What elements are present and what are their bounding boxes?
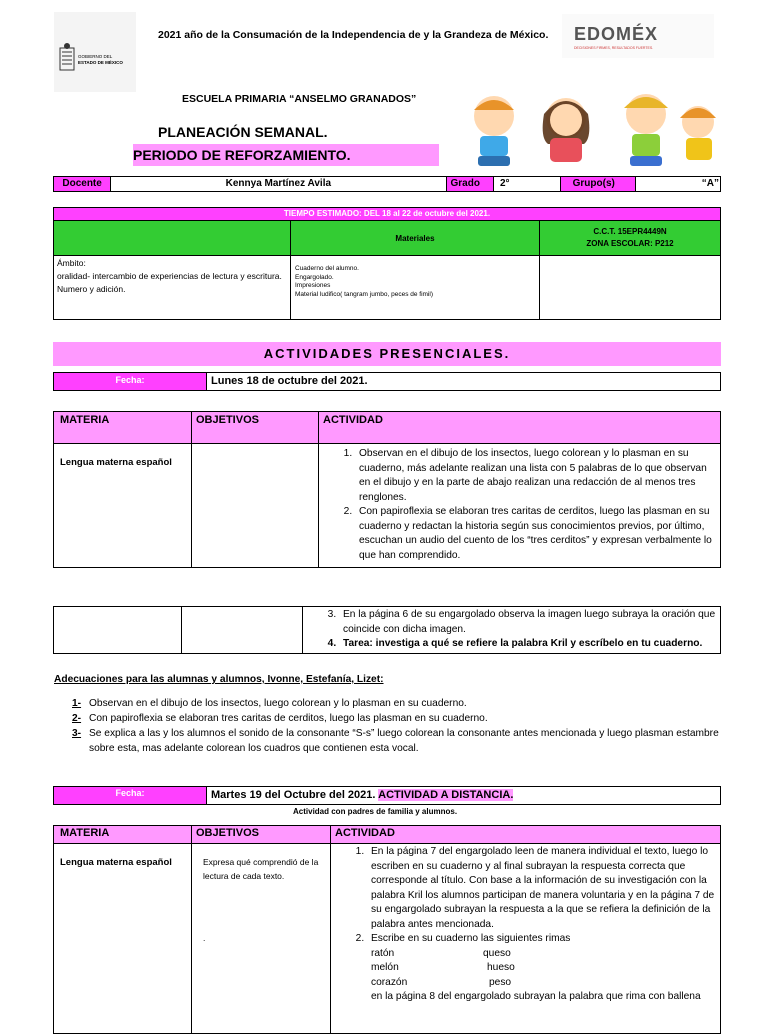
activity-item: 2. Con papiroflexia se elaboran tres caritas de cerditos, luego las plasman en su cuaderno y redactan la historia según sus conocimientos previos, por último, escuchan un audio del cuento de los “tres cerditos” y expresan verbalmente lo que han comprendido. [355,505,718,563]
adecuacion-num: 3- [72,728,82,739]
objetivos-cell-1 [192,444,319,568]
title-periodo-box [133,144,439,166]
materia-cell-2: Lengua materna español [54,844,192,1034]
col-materia: MATERIA [54,412,192,444]
activity-table-1 [53,411,721,568]
activity-table-2 [53,825,721,1034]
objetivos-cell-2 [192,844,331,1034]
fecha-label-2: Fecha: [54,787,207,805]
government-logo [54,12,136,92]
gov-text-2: ESTADO DE MÉXICO [78,60,123,65]
objetivo-dot: . [203,933,206,943]
materia-cell-1b [54,607,182,654]
header-top-line: 2021 año de la Consumación de la Independencia de y la Grandeza de México. [158,29,549,41]
col-actividad: ACTIVIDAD [319,412,721,444]
docente-label: Docente [54,177,111,192]
ambito-oralidad: oralidad- intercambio de experiencias de lectura y escritura. [57,271,282,281]
kids-illustration [446,88,728,174]
rima-word: queso [483,947,511,959]
zona-value: ZONA ESCOLAR: P212 [586,239,674,248]
section-title: ACTIVIDADES PRESENCIALES. [263,346,511,361]
activity-item: 1. Observan en el dibujo de los insectos, luego colorean y lo plasman en su cuaderno, más adelante realizan una lista con 5 palabras de lo que observan en el dibujo y en la parte de abajo realizan una redacción de al menos tres renglones. [355,447,718,505]
edomex-logo [562,14,714,58]
tiempo-header: TIEMPO ESTIMADO: DEL 18 al 22 de octubre del 2021. [54,208,721,221]
gov-text-1: GOBIERNO DEL [78,54,113,59]
state-seal-icon [54,12,136,92]
rimas-list [371,947,718,991]
material-item: Engargolado. [295,273,334,281]
fecha-value-1: Lunes 18 de octubre del 2021. [207,373,721,391]
fecha-value-2: Martes 19 del Octubre del 2021. [211,789,376,801]
grado-label: Grado [446,177,493,192]
ambito-label: Ámbito: [57,258,86,268]
adecuacion-num: 1- [72,698,82,709]
cct-value: C.C.T. 15EPR4449N [593,227,667,236]
cct-cell [540,221,721,256]
col-objetivos: OBJETIVOS [192,826,331,844]
tiempo-table [53,207,721,320]
col-actividad: ACTIVIDAD [331,826,721,844]
adecuacion-num: 2- [72,713,82,724]
objetivo-text: Expresa qué comprendió de la lectura de cada texto. [203,857,319,881]
distancia-label: ACTIVIDAD A DISTANCIA. [378,789,514,801]
day2-subtitle: Actividad con padres de familia y alumnos. [293,807,458,816]
activity-item: 3. En la página 6 de su engargolado observa la imagen luego subraya la oración que coincide con dicha imagen. [339,608,718,637]
actividad-cell-1b [303,607,721,654]
activity-item [367,932,718,1005]
material-item: Material ludifico( tangram jumbo, peces de fimil) [295,290,433,298]
activity-list-2 [331,845,718,1005]
rima-word: corazón [371,976,408,988]
adecuaciones-list [72,696,722,756]
col-materia: MATERIA [54,826,192,844]
docente-value: Kennya Martínez Avila [111,177,446,192]
ambito-cell [54,256,291,320]
ambito-header-cell [54,221,291,256]
ambito-numero: Numero y adición. [57,284,126,294]
rima-word: peso [489,976,512,988]
materiales-label: Materiales [291,221,540,256]
empty-cell [540,256,721,320]
grupo-value: “A” [635,177,720,192]
grupo-label: Grupo(s) [560,177,635,192]
activity-list-1b [303,608,718,652]
school-name: ESCUELA PRIMARIA “ANSELMO GRANADOS” [182,93,417,105]
fecha-cell-2 [207,787,721,805]
material-item: Cuaderno del alumno. [295,265,359,272]
title-periodo: PERIODO DE REFORZAMIENTO. [133,147,351,163]
activity-list-1 [319,447,718,563]
rima-row [371,947,718,962]
activity-item: 1. En la página 7 del engargolado leen de manera individual el texto, luego lo escriben en su cuaderno y al final subrayan la respuesta correcta que corresponde al título. Con base a la información de su investigación con la palabra Kril los alumnos participan de manera voluntaria y en la página 7 de su engargolado subrayan la respuesta a la que se refiera la definición de la palabra antes mencionada. [367,845,718,932]
docente-table [53,176,721,192]
rima-word: hueso [487,962,515,973]
materia-cell-1: Lengua materna español [54,444,192,568]
activity-last-line: en la página 8 del engargolado subrayan la palabra que rima con ballena [371,991,701,1002]
actividad-cell-1 [319,444,721,568]
activity-rimas-intro: Escribe en su cuaderno las siguientes rimas [371,933,571,944]
grado-value: 2° [493,177,560,192]
objetivos-cell-1b [182,607,303,654]
col-objetivos: OBJETIVOS [192,412,319,444]
activity-table-1b [53,606,721,654]
adecuacion-text: Con papiroflexia se elaboran tres caritas de cerditos, luego las plasman en su cuaderno. [89,713,488,724]
title-planeacion: PLANEACIÓN SEMANAL. [158,124,328,140]
actividad-cell-2 [331,844,721,1034]
adecuacion-text: Se explica a las y los alumnos el sonido de la consonante “S-s” luego colorean la consonante antes mencionada y luego plasman estambre sobre esta, mas adelante colorean los cuadros que contienen esta vocal. [89,728,719,754]
section-title-box [53,342,721,366]
fecha-label-1: Fecha: [54,373,207,391]
materiales-cell [291,256,540,320]
rima-row [371,961,718,976]
fecha-table-2 [53,786,721,805]
adecuacion-text: Observan en el dibujo de los insectos, luego colorean y lo plasman en su cuaderno. [89,698,467,709]
rima-word: melón [371,962,399,973]
adecuaciones-title: Adecuaciones para las alumnas y alumnos, Ivonne, Estefanía, Lizet: [54,674,384,685]
edomex-tagline: DECISIONES FIRMES, RESULTADOS FUERTES. [574,46,654,50]
adecuacion-item [72,726,722,756]
fecha-table-1 [53,372,721,391]
adecuacion-item [72,711,722,726]
rima-word: ratón [371,947,395,959]
material-item: Impresiones [295,282,331,289]
rima-row [371,976,718,991]
activity-item-tarea: 4. Tarea: investiga a qué se refiere la palabra Kril y escríbelo en tu cuaderno. [339,637,718,652]
edomex-wordmark: EDOMÉX [574,24,659,44]
adecuacion-item [72,696,722,711]
